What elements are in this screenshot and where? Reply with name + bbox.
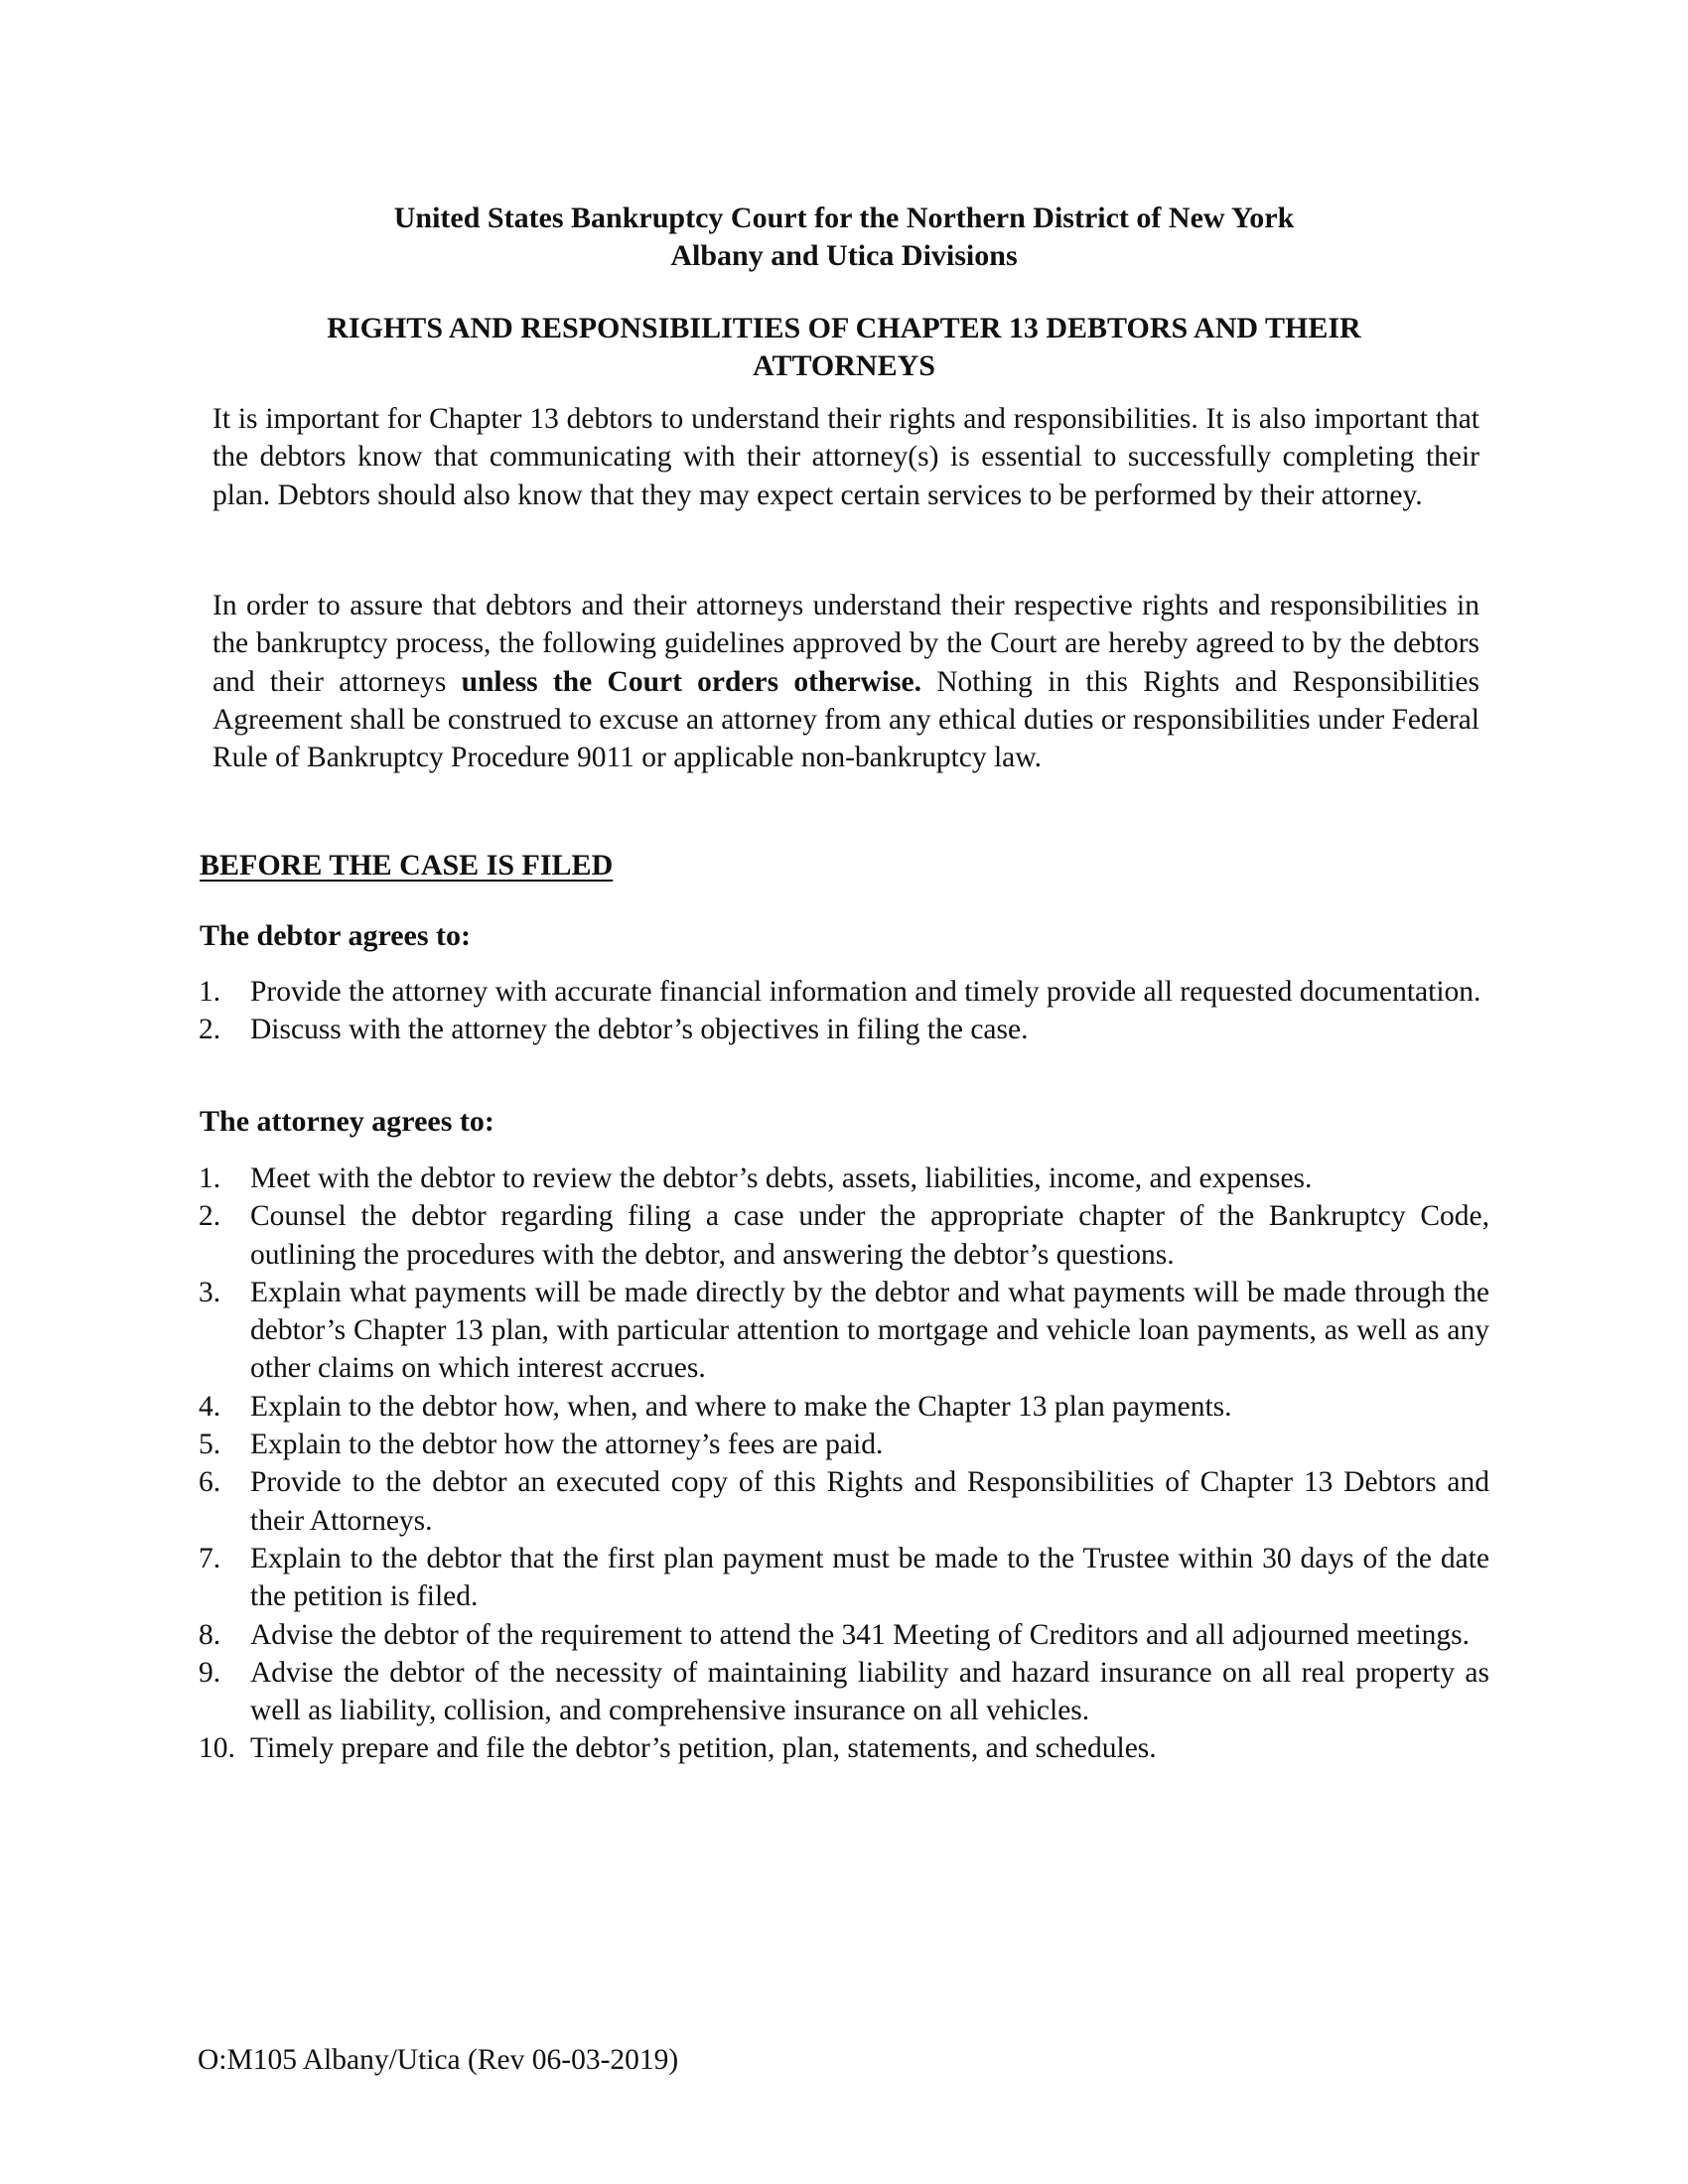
list-item-number: 1. <box>199 976 221 1008</box>
intro-paragraph-2-start: In order to assure that debtors and their attorneys understand their respective rights and responsibilities in the bankruptcy process, the following guidelines approved by the Court are hereby agreed to by the debtors and their attorneys <box>212 590 1479 698</box>
intro-paragraph-2-emphasis: unless the Court orders otherwise. <box>461 665 921 698</box>
list-item-text: Explain to the debtor that the first plan payment must be made to the Trustee within 30 days of the date the petition is filed. <box>250 1542 1489 1613</box>
list-item <box>199 1274 1489 1388</box>
list-item <box>199 1197 1489 1274</box>
attorney-heading: The attorney agrees to: <box>200 1105 494 1138</box>
list-item-number: 6. <box>199 1466 221 1499</box>
court-name: United States Bankruptcy Court for the Northern District of New York <box>393 202 1295 234</box>
list-item <box>199 1654 1489 1730</box>
list-item <box>199 1729 1489 1767</box>
list-item <box>199 1388 1489 1426</box>
list-item-text: Timely prepare and file the debtor’s petition, plan, statements, and schedules. <box>250 1732 1157 1765</box>
list-item <box>199 1426 1489 1463</box>
list-item-text: Explain what payments will be made directly by the debtor and what payments will be made through the debtor’s Chapter 13 plan, with particular attention to mortgage and vehicle loan payments, as well as any other claims on which interest accrues. <box>250 1276 1489 1385</box>
list-item-text: Advise the debtor of the necessity of maintaining liability and hazard insurance on all real property as well as liability, collision, and comprehensive insurance on all vehicles. <box>250 1656 1489 1727</box>
list-item-text: Provide to the debtor an executed copy of this Rights and Responsibilities of Chapter 13 Debtors and their Attorneys. <box>250 1466 1489 1537</box>
debtor-heading: The debtor agrees to: <box>200 919 472 952</box>
list-item-number: 10. <box>199 1732 235 1765</box>
list-item-number: 7. <box>199 1542 221 1574</box>
list-item-text: Discuss with the attorney the debtor’s objectives in filing the case. <box>250 1014 1029 1046</box>
court-divisions: Albany and Utica Divisions <box>670 239 1018 272</box>
form-footer: O:M105 Albany/Utica (Rev 06-03-2019) <box>198 2044 679 2076</box>
intro-paragraph-2-end: Nothing in this Rights and Responsibilities Agreement shall be construed to excuse an attorney from any ethical duties or responsibilities under Federal Rule of Bankruptcy Procedure 9011 or applicable non-bankruptcy law. <box>212 665 1479 774</box>
list-item-text: Explain to the debtor how, when, and where to make the Chapter 13 plan payments. <box>250 1390 1232 1423</box>
list-item-number: 9. <box>199 1656 221 1689</box>
list-item <box>199 1463 1489 1540</box>
list-item-text: Counsel the debtor regarding filing a case under the appropriate chapter of the Bankruptcy Code, outlining the procedures with the debtor, and answering the debtor’s questions. <box>250 1200 1489 1271</box>
list-item <box>199 973 1489 1011</box>
list-item-number: 2. <box>199 1200 221 1233</box>
list-item-number: 4. <box>199 1390 221 1423</box>
list-item-number: 8. <box>199 1618 221 1651</box>
court-header <box>199 200 1489 275</box>
debtor-list <box>199 973 1489 1049</box>
list-item-text: Explain to the debtor how the attorney’s fees are paid. <box>250 1429 884 1461</box>
list-item-text: Advise the debtor of the requirement to attend the 341 Meeting of Creditors and all adjourned meetings. <box>250 1618 1471 1651</box>
attorney-list <box>199 1160 1489 1768</box>
list-item-text: Provide the attorney with accurate financial information and timely provide all requested documentation. <box>250 976 1481 1008</box>
section-heading: BEFORE THE CASE IS FILED <box>200 849 614 882</box>
list-item-number: 1. <box>199 1162 221 1194</box>
intro-paragraph-2 <box>212 587 1479 776</box>
list-item-number: 3. <box>199 1276 221 1308</box>
intro-paragraph-1: It is important for Chapter 13 debtors to understand their rights and responsibilities. It is also important that the debtors know that communicating with their attorney(s) is essential to successfully completing their plan. Debtors should also know that they may expect certain services to be performed by their attorney. <box>212 403 1479 511</box>
list-item <box>199 1011 1489 1048</box>
document-title: RIGHTS AND RESPONSIBILITIES OF CHAPTER 13 DEBTORS AND THEIR ATTORNEYS <box>327 312 1361 382</box>
list-item-text: Meet with the debtor to review the debtor’s debts, assets, liabilities, income, and expenses. <box>250 1162 1313 1194</box>
list-item-number: 5. <box>199 1429 221 1461</box>
list-item-number: 2. <box>199 1014 221 1046</box>
list-item <box>199 1540 1489 1616</box>
list-item <box>199 1160 1489 1197</box>
list-item <box>199 1616 1489 1654</box>
